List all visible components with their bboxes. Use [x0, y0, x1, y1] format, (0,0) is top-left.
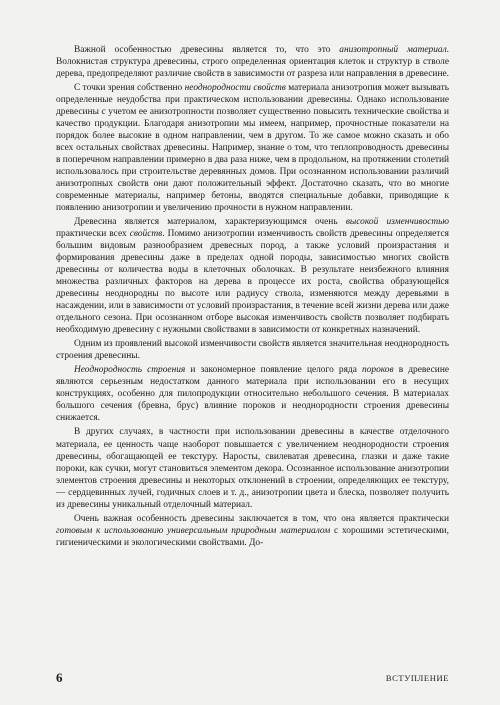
paragraph: [56, 513, 449, 549]
emphasized-term: неоднородности свойств: [184, 83, 286, 94]
body-text: [56, 44, 449, 551]
paragraph: [56, 216, 449, 336]
text-run: Одним из проявлений высокой изменчивости свойств является значительная неоднородность строения древесины.: [56, 339, 449, 362]
page-number: 6: [56, 670, 63, 685]
text-run: В других случаях, в частности при использовании древесины в качестве отделочного материала, ее ценность чаще наоборот повышается с увеличением неоднородности строения древесины, обогащающей ее текстуру. Наросты, свилеватая древесина, глазки и даже такие пороки, как сучки, могут становиться элементом декора. Осознанное использование анизотропии элементов строения древесины и некоторых отклонений в строении, определяющих ее текстуру, — сердцевинных лучей, годичных слоев и т. д., анизотропии цвета и блеска, позволяет получить из древесины уникальный отделочный материал.: [56, 427, 449, 510]
emphasized-term: готовым к использованию универсальным природным материалом: [56, 525, 331, 536]
text-run: с хорошими эстетическими, гигиеническими и экологическими свойствами. До-: [56, 525, 449, 548]
paragraph: [56, 426, 449, 510]
text-run: Древесина является материалом, характеризующимся очень: [74, 217, 346, 228]
emphasized-term: анизотропный материал: [339, 45, 447, 55]
text-run: . Волокнистая структура древесины, строго определенная ориентация клеток и структур в стволе дерева, предопределяют различие свойств в зависимости от разреза или направления в древесине.: [56, 45, 449, 80]
emphasized-term: пороков: [362, 365, 394, 376]
text-run: С точки зрения собственно: [74, 83, 185, 94]
paragraph: [56, 364, 449, 424]
text-run: и закономерное появление целого ряда: [185, 365, 363, 376]
running-head: ВСТУПЛЕНИЕ: [385, 673, 449, 683]
text-run: материала анизотропия может вызывать определенные неудобства при практическом использовании древесины. Однако использование древесины с учетом ее анизотропности позволяет существенно повысить технические свойства и качество продукции. Благодаря анизотропии мы имеем, например, прочностные показатели на порядок более высокие в одном направлении, чем в другом. То же самое можно сказать и обо всех остальных свойствах древесины. Например, знание о том, что теплопроводность древесины в поперечном направлении примерно в два раза ниже, чем в продольном, на протяжении столетий использовалось при строительстве деревянных домов. При осознанном использовании различий анизотропных свойств они дают положительный эффект. Достаточно сказать, что во многие современные материалы, например бетоны, вводятся специальные добавки, приводящие к появлению анизотропии и увеличению прочности в нужном направлении.: [56, 83, 449, 214]
text-run: Важной особенностью древесины является то, что это: [74, 45, 340, 55]
page-footer: [56, 670, 449, 684]
emphasized-term: свойств: [129, 229, 163, 240]
emphasized-term: Неоднородность строения: [74, 365, 186, 376]
text-run: Очень важная особенность древесины заключается в том, что она является практически: [74, 513, 449, 524]
emphasized-term: высокой изменчивостью: [345, 217, 449, 228]
text-run: в древесине являются серьезным недостатком данного материала при использовании его в несущих конструкциях, особенно для пилопродукции относительно небольшого сечения. В материалах большого сечения (бревна, брус) влияние пороков и неоднородности строения древесины снижается.: [56, 365, 450, 424]
text-run: . Помимо анизотропии изменчивость свойств древесины определяется большим видовым разнообразием древесных пород, а также условий произрастания и формирования древесины даже в пределах одной породы, зависимостью многих свойств древесины от количества воды в клеточных оболочках. В результате неизбежного влияния множества различных факторов на дерева в процессе их роста, свойства образующейся древесины неоднородны по высоте или радиусу ствола, изменяются между деревьями в насаждении, или в зависимости от условий произрастания, в течение всей жизни дерева или даже отдельного сезона. При осознанном отборе высокая изменчивость свойств позволяет подбирать необходимую древесину с нужными свойствами в зависимости от конкретных назначений.: [56, 229, 449, 336]
paragraph: [56, 338, 449, 362]
paragraph: [56, 82, 449, 214]
paragraph: [56, 44, 449, 80]
text-run: практически всех: [56, 229, 130, 240]
